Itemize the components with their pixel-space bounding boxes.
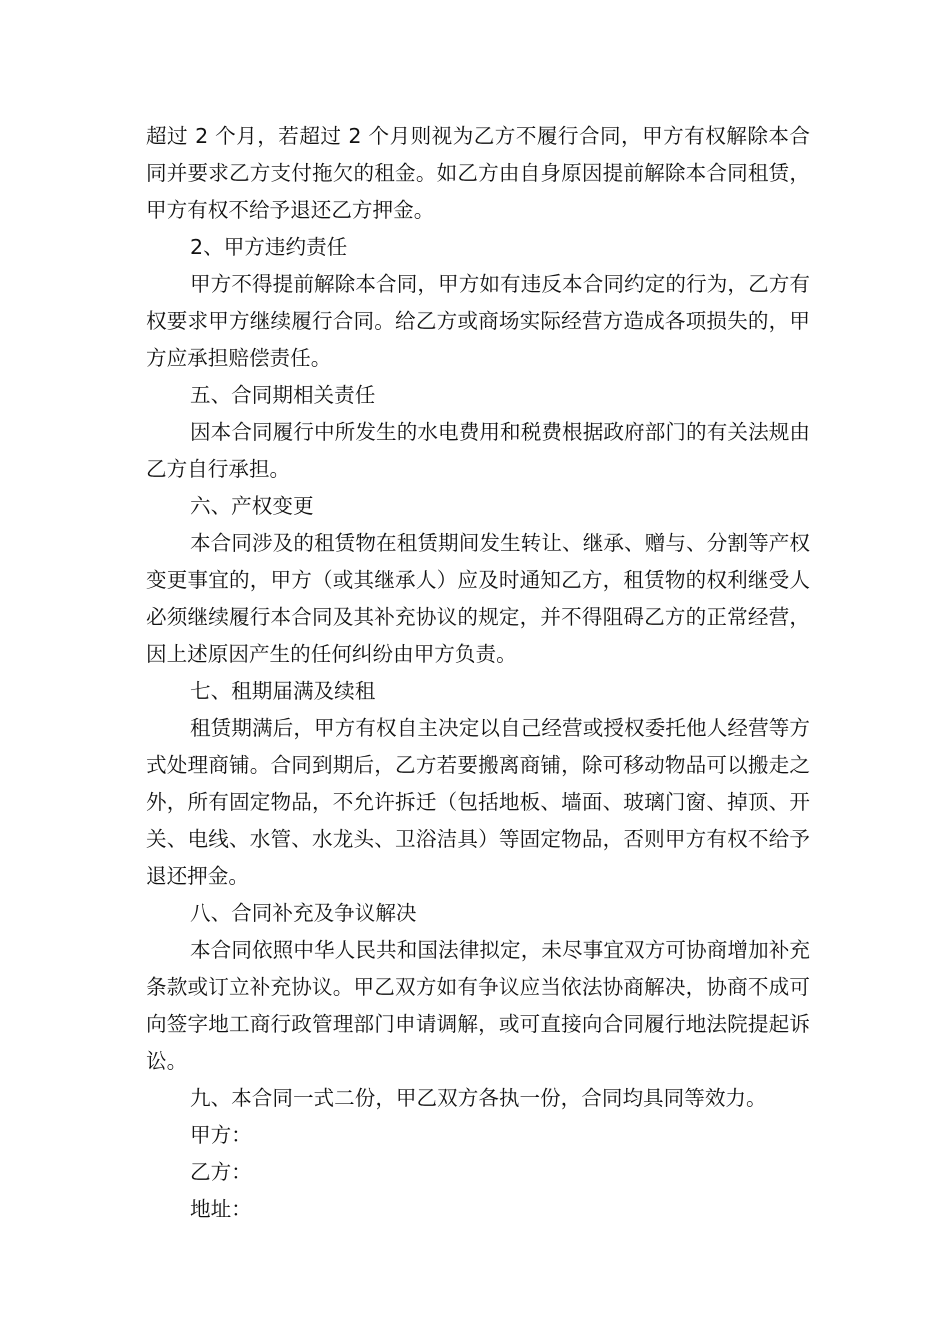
signature-party-a: 甲方： [190,1123,252,1147]
section-heading-lease-expiry: 七、租期届满及续租 [190,679,376,703]
paragraph-disputes: 本合同依照中华人民共和国法律拟定，未尽事宜双方可协商增加补充条款或订立补充协议。甲乙双方如有争议应当依法协商解决，协商不成可向签字地工商行政管理部门申请调解，或可直接向合同履行地法院提起诉讼。 [146,938,810,1073]
signature-party-b: 乙方： [190,1160,252,1184]
section-heading-property-change: 六、产权变更 [190,494,314,518]
signature-address: 地址： [190,1197,252,1221]
paragraph-breach-tenant-cont: 超过 2 个月，若超过 2 个月则视为乙方不履行合同，甲方有权解除本合同并要求乙方支付拖欠的租金。如乙方由自身原因提前解除本合同租赁，甲方有权不给予退还乙方押金。 [146,124,810,222]
paragraph-landlord-breach: 甲方不得提前解除本合同，甲方如有违反本合同约定的行为，乙方有权要求甲方继续履行合同。给乙方或商场实际经营方造成各项损失的，甲方应承担赔偿责任。 [146,272,810,370]
paragraph-term-liability: 因本合同履行中所发生的水电费用和税费根据政府部门的有关法规由乙方自行承担。 [146,420,810,481]
section-heading-term-liability: 五、合同期相关责任 [190,383,376,407]
section-heading-disputes: 八、合同补充及争议解决 [190,901,417,925]
paragraph-property-change: 本合同涉及的租赁物在租赁期间发生转让、继承、赠与、分割等产权变更事宜的，甲方（或其继承人）应及时通知乙方，租赁物的权利继受人必须继续履行本合同及其补充协议的规定，并不得阻碍乙方的正常经营，因上述原因产生的任何纠纷由甲方负责。 [146,531,810,666]
section-heading-landlord-breach: 2、甲方违约责任 [190,235,348,259]
paragraph-lease-expiry: 租赁期满后，甲方有权自主决定以自己经营或授权委托他人经营等方式处理商铺。合同到期后，乙方若要搬离商铺，除可移动物品可以搬走之外，所有固定物品，不允许拆迁（包括地板、墙面、玻璃门窗、掉顶、开关、电线、水管、水龙头、卫浴洁具）等固定物品，否则甲方有权不给予退还押金。 [146,716,810,888]
paragraph-copies: 九、本合同一式二份，甲乙双方各执一份，合同均具同等效力。 [190,1086,767,1110]
document-page [146,118,810,1228]
